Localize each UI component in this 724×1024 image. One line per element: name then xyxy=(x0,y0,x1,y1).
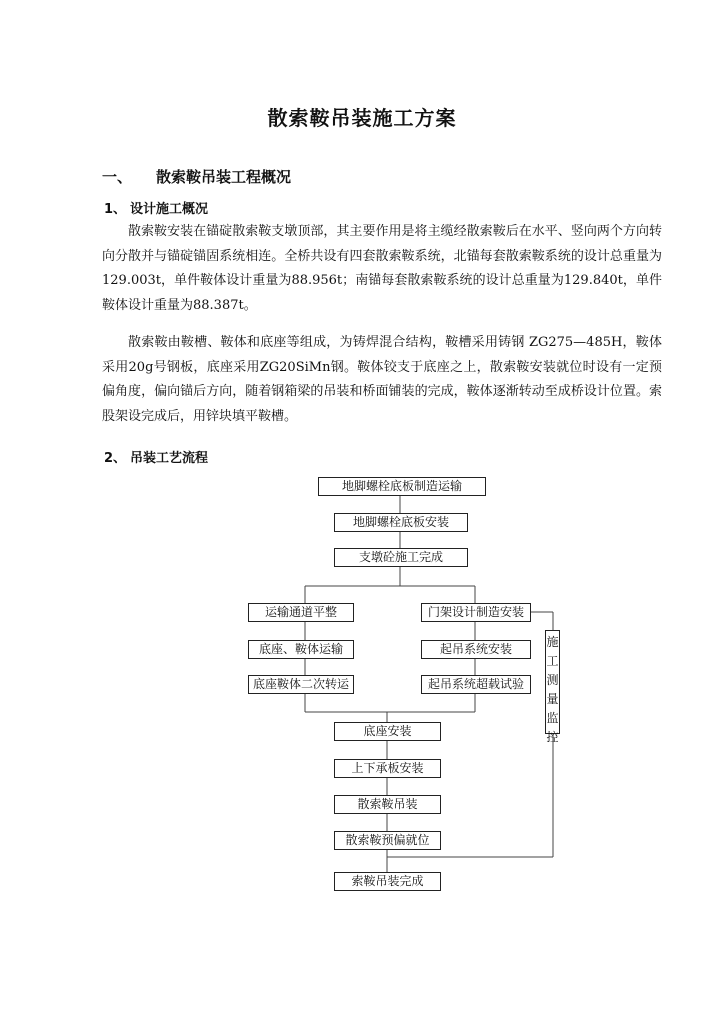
document-title: 散索鞍吊装施工方案 xyxy=(267,106,457,130)
subsection-title-2: 吊装工艺流程 xyxy=(130,451,209,466)
monitor-char: 工 xyxy=(546,654,559,668)
flow-step-gantry-fabrication: 门架设计制造安装 xyxy=(421,603,531,622)
monitor-char: 施 xyxy=(546,635,559,649)
flow-step-hoisting-complete: 索鞍吊装完成 xyxy=(334,872,441,891)
monitor-char: 量 xyxy=(546,692,559,706)
flow-step-bearing-plate-install: 上下承板安装 xyxy=(334,759,441,778)
flow-step-secondary-transfer: 底座鞍体二次转运 xyxy=(248,675,354,694)
flow-step-preset-positioning: 散索鞍预偏就位 xyxy=(334,831,441,850)
flow-step-road-leveling: 运输通道平整 xyxy=(248,603,354,622)
monitor-char: 控 xyxy=(546,730,559,744)
section-number: 一、 xyxy=(102,168,133,186)
monitor-char: 监 xyxy=(546,711,559,725)
flow-step-lifting-system-install: 起吊系统安装 xyxy=(421,640,531,659)
flow-step-base-install: 底座安装 xyxy=(334,722,441,741)
monitor-char: 测 xyxy=(546,673,559,687)
flow-step-survey-monitoring xyxy=(545,630,560,744)
flow-step-pier-concrete: 支墩砼施工完成 xyxy=(334,548,468,567)
section-title: 散索鞍吊装工程概况 xyxy=(156,168,292,186)
paragraph-overview: 散索鞍安装在锚碇散索鞍支墩顶部，其主要作用是将主缆经散索鞍后在水平、竖向两个方向转向分散并与锚碇锚固系统相连。全桥共设有四套散索鞍系统，北锚每套散索鞍系统的设计总重量为129.003t，单件鞍体设计重量为88.956t；南锚每套散索鞍系统的设计总重量为129.840t，单件鞍体设计重量为88.387t。 xyxy=(102,224,662,313)
subsection-title-1: 设计施工概况 xyxy=(130,202,209,217)
paragraph-structure: 散索鞍由鞍槽、鞍体和底座等组成，为铸焊混合结构，鞍槽采用铸钢 ZG275—485H，鞍体采用20g号钢板，底座采用ZG20SiMn钢。鞍体铰支于底座之上，散索鞍安装就位时设有一定预偏角度，偏向锚后方向，随着钢箱梁的吊装和桥面铺装的完成，鞍体逐渐转动至成桥设计位置。索股架设完成后，用锌块填平鞍槽。 xyxy=(102,335,662,424)
flow-step-anchor-bolt-fabrication: 地脚螺栓底板制造运输 xyxy=(318,477,486,496)
flow-step-anchor-bolt-install: 地脚螺栓底板安装 xyxy=(334,513,468,532)
subsection-number-2: 2、 xyxy=(104,451,127,466)
flow-step-overload-test: 起吊系统超载试验 xyxy=(421,675,531,694)
subsection-number-1: 1、 xyxy=(104,202,127,217)
flow-step-base-transport: 底座、鞍体运输 xyxy=(248,640,354,659)
flow-step-saddle-hoisting: 散索鞍吊装 xyxy=(334,795,441,814)
